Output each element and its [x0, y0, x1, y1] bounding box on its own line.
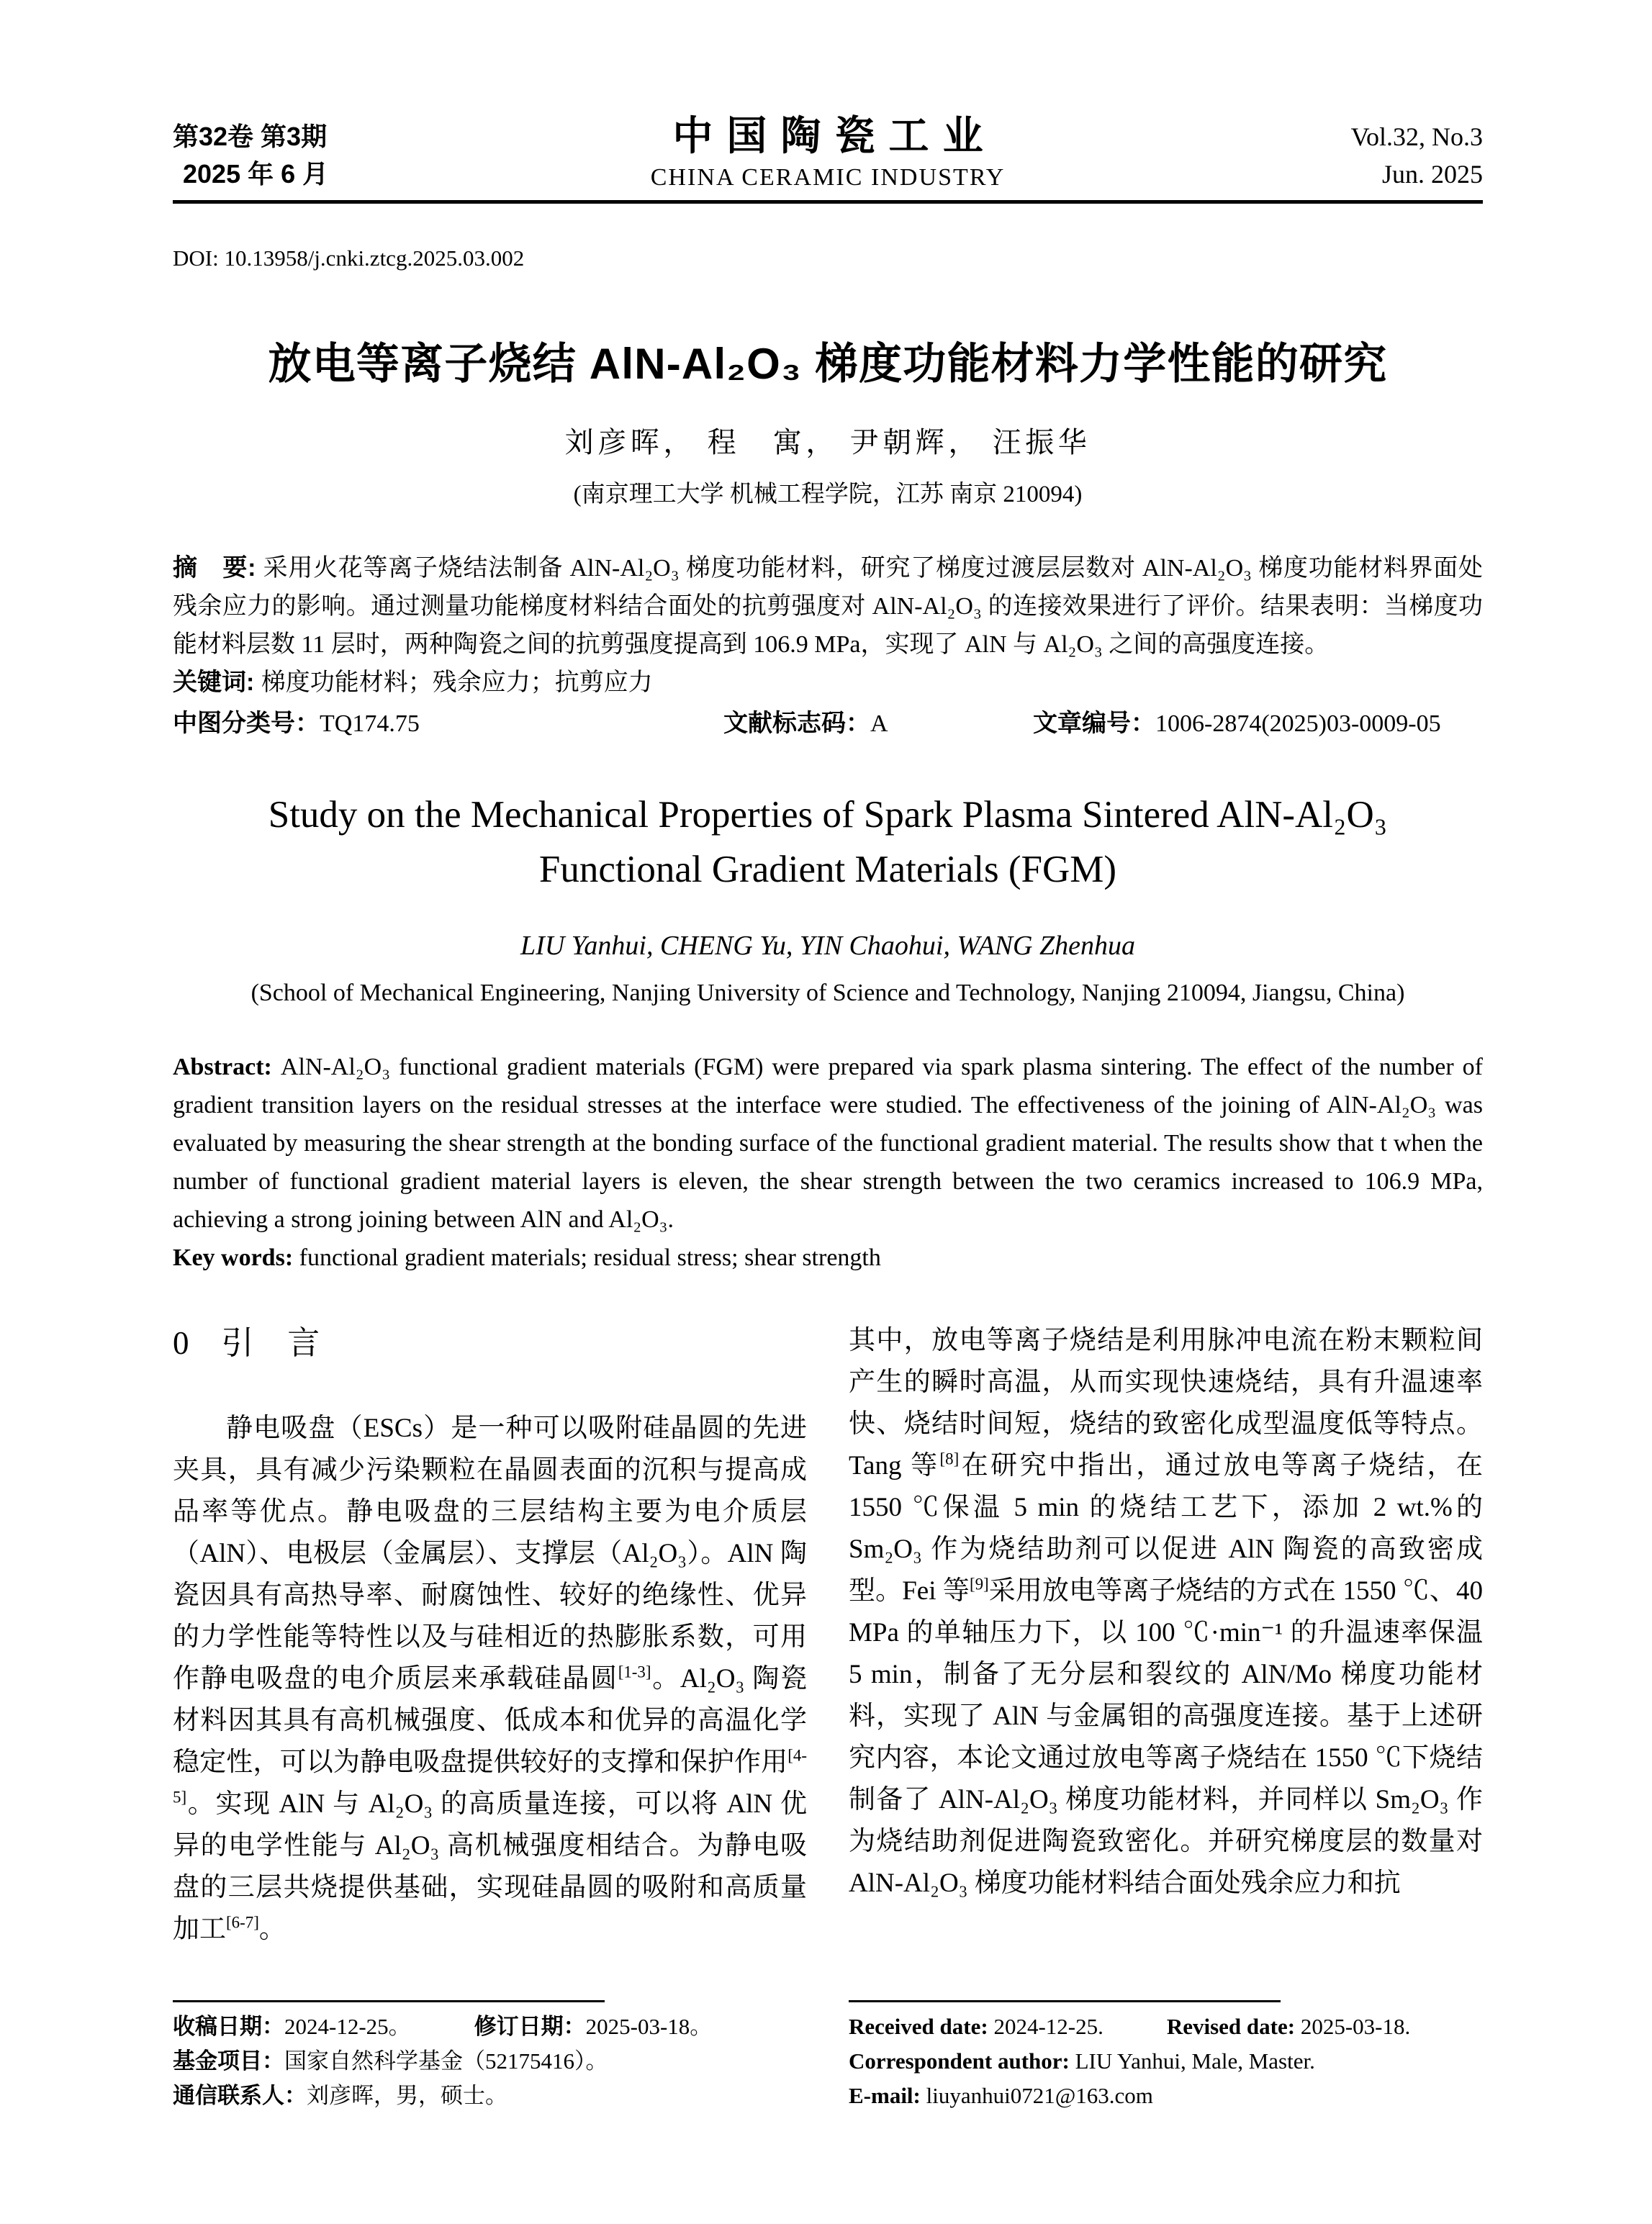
header-rule [173, 200, 1483, 204]
footnote-rule-left [173, 2000, 605, 2002]
intro-paragraph-right: 其中，放电等离子烧结是利用脉冲电流在粉末颗粒间产生的瞬时高温，从而实现快速烧结，具有升温速率快、烧结时间短，烧结的致密化成型温度低等特点。Tang 等[8]在研究中指出，通过放电等离子烧结，在 1550 ℃保温 5 min 的烧结工艺下，添加 2 wt.%的 Sm₂O₃ 作为烧结助剂可以促进 AlN 陶瓷的高致密成型。Fei 等[9]采用放电等离子烧结的方式在 1550 ℃、40 MPa 的单轴压力下，以 100 ℃·min⁻¹ 的升温速率保温 5 min，制备了无分层和裂纹的 AlN/Mo 梯度功能材料，实现了 AlN 与金属钼的高强度连接。基于上述研究内容，本论文通过放电等离子烧结在 1550 ℃下烧结制备了 AlN-Al₂O₃ 梯度功能材料，并同样以 Sm₂O₃ 作为烧结助剂促进陶瓷致密化。并研究梯度层的数量对 AlN-Al₂O₃ 梯度功能材料结合面处残余应力和抗 [849, 1326, 1483, 1898]
revised-date-en-value: 2025-03-18. [1295, 2014, 1411, 2039]
abstract-en-text: AlN-Al₂O₃ functional gradient materials (FGM) were prepared via spark plasma sintering. The effect of the number of gradient transition layers on the residual stresses at the interface were studied. The effectiveness of the joining of AlN-Al₂O₃ was evaluated by measuring the shear strength at the bonding surface of the functional gradient material. The results show that t when the number of functional gradient material layers is eleven, the shear strength between the two ceramics increased to 106.9 MPa, achieving a strong joining between AlN and Al₂O₃. [173, 1054, 1484, 1233]
article-title-en-line1: Study on the Mechanical Properties of Spark Plasma Sintered AlN-Al₂O₃ [268, 794, 1388, 836]
revised-date-cn-value: 2025-03-18。 [585, 2014, 713, 2039]
received-date-cn-value: 2024-12-25。 [284, 2014, 411, 2039]
footnote-rule-right [849, 2000, 1281, 2002]
revised-date-en-label: Revised date: [1166, 2014, 1296, 2039]
abstract-cn [173, 549, 1483, 664]
article-title-cn: 放电等离子烧结 AlN-Al₂O₃ 梯度功能材料力学性能的研究 [268, 340, 1388, 388]
meta-row [173, 705, 1483, 743]
left-column [173, 1320, 807, 2164]
footnote-cn-fund [173, 2044, 807, 2079]
article-id-label: 文章编号： [1033, 710, 1155, 737]
email-label: E-mail: [849, 2083, 921, 2108]
keywords-en-text: functional gradient materials; residual stress; shear strength [299, 1244, 881, 1271]
section-heading-introduction [173, 1323, 807, 1363]
keywords-cn-label: 关键词: [173, 669, 261, 696]
revised-date-cn-label: 修订日期： [474, 2014, 586, 2039]
section-number: 0 [173, 1325, 190, 1361]
email-value: liuyanhui0721@163.com [920, 2083, 1153, 2108]
doi-line: DOI: 10.13958/j.cnki.ztcg.2025.03.002 [173, 245, 525, 271]
affiliation-cn: (南京理工大学 机械工程学院，江苏 南京 210094) [573, 482, 1083, 507]
abstract-en-label: Abstract: [173, 1054, 281, 1080]
footnote-en [849, 2000, 1483, 2164]
article-title-en-line2: Functional Gradient Materials (FGM) [538, 849, 1117, 890]
correspondent-author-value: LIU Yanhui, Male, Master. [1069, 2048, 1315, 2074]
document-code-value: A [870, 710, 888, 737]
clc-number [173, 705, 723, 743]
article-id-value: 1006-2874(2025)03-0009-05 [1155, 710, 1441, 737]
correspondent-author-label: Correspondent author: [849, 2048, 1070, 2074]
affiliation-en: (School of Mechanical Engineering, Nanjing University of Science and Technology, Nanjing 210094, Jiangsu, China) [250, 980, 1405, 1006]
date-en: Jun. 2025 [1381, 160, 1483, 189]
keywords-cn [173, 664, 1483, 702]
footnote-cn [173, 2000, 807, 2164]
received-date-cn-label: 收稿日期： [173, 2014, 284, 2039]
header-left [173, 118, 328, 193]
received-date-en-label: Received date: [849, 2014, 988, 2039]
clc-value: TQ174.75 [320, 710, 420, 737]
abstract-cn-text: 采用火花等离子烧结法制备 AlN-Al₂O₃ 梯度功能材料，研究了梯度过渡层层数对 AlN-Al₂O₃ 梯度功能材料界面处残余应力的影响。通过测量功能梯度材料结合面处的抗剪强度对 AlN-Al₂O₃ 的连接效果进行了评价。结果表明：当梯度功能材料层数 11 层时，两种陶瓷之间的抗剪强度提高到 106.9 MPa，实现了 AlN 与 Al₂O₃ 之间的高强度连接。 [173, 555, 1483, 658]
fund-value: 国家自然科学基金（52175416）。 [284, 2048, 608, 2074]
header-center [651, 114, 1006, 194]
footnote-en-email [849, 2079, 1483, 2113]
body-columns [173, 1320, 1483, 2164]
footnote-en-author [849, 2044, 1483, 2079]
article-id [1033, 705, 1483, 743]
contact-label: 通信联系人： [173, 2083, 307, 2108]
intro-paragraph-left: 静电吸盘（ESCs）是一种可以吸附硅晶圆的先进夹具，具有减少污染颗粒在晶圆表面的沉积与提高成品率等优点。静电吸盘的三层结构主要为电介质层（AlN）、电极层（金属层）、支撑层（Al₂O₃）。AlN 陶瓷因具有高热导率、耐腐蚀性、较好的绝缘性、优异的力学性能等特性以及与硅相近的热膨胀系数，可用作静电吸盘的电介质层来承载硅晶圆[1-3]。Al₂O₃ 陶瓷材料因其具有高机械强度、低成本和优异的高温化学稳定性，可以为静电吸盘提供较好的支撑和保护作用[4-5]。实现 AlN 与 Al₂O₃ 的高质量连接，可以将 AlN 优异的电学性能与 Al₂O₃ 高机械强度相结合。为静电吸盘的三层共烧提供基础，实现硅晶圆的吸附和高质量加工[6-7]。 [173, 1414, 807, 1944]
clc-label: 中图分类号： [173, 710, 320, 737]
volume-issue-en: Vol.32, No.3 [1350, 122, 1483, 151]
keywords-en-label: Key words: [173, 1244, 299, 1271]
abstract-cn-label: 摘 要: [173, 554, 263, 582]
document-code-label: 文献标志码： [723, 710, 870, 737]
authors-cn: 刘彦晖， 程 寓， 尹朝辉， 汪振华 [564, 426, 1091, 458]
journal-header [173, 114, 1483, 191]
footnote-cn-contact [173, 2079, 807, 2113]
volume-issue-cn: 第32卷 第3期 [173, 122, 328, 151]
footnote-en-dates [849, 2010, 1483, 2044]
date-cn: 2025 年 6 月 [183, 159, 329, 189]
abstract-en [173, 1048, 1483, 1239]
footnote-cn-dates [173, 2010, 807, 2044]
keywords-cn-text: 梯度功能材料；残余应力；抗剪应力 [261, 669, 653, 696]
authors-en: LIU Yanhui, CHENG Yu, YIN Chaohui, WANG Zhenhua [520, 931, 1135, 961]
contact-value: 刘彦晖，男，硕士。 [307, 2083, 507, 2108]
journal-title-en: CHINA CERAMIC INDUSTRY [650, 164, 1006, 191]
article-title-en [173, 787, 1483, 897]
keywords-en [173, 1239, 1483, 1277]
journal-title-cn: 中国陶瓷工业 [672, 113, 997, 158]
right-column [849, 1320, 1483, 2164]
header-right [1351, 118, 1483, 193]
section-title: 引 言 [221, 1325, 321, 1361]
received-date-en-value: 2024-12-25. [988, 2014, 1103, 2039]
fund-label: 基金项目： [173, 2048, 284, 2074]
document-code [723, 705, 1033, 743]
